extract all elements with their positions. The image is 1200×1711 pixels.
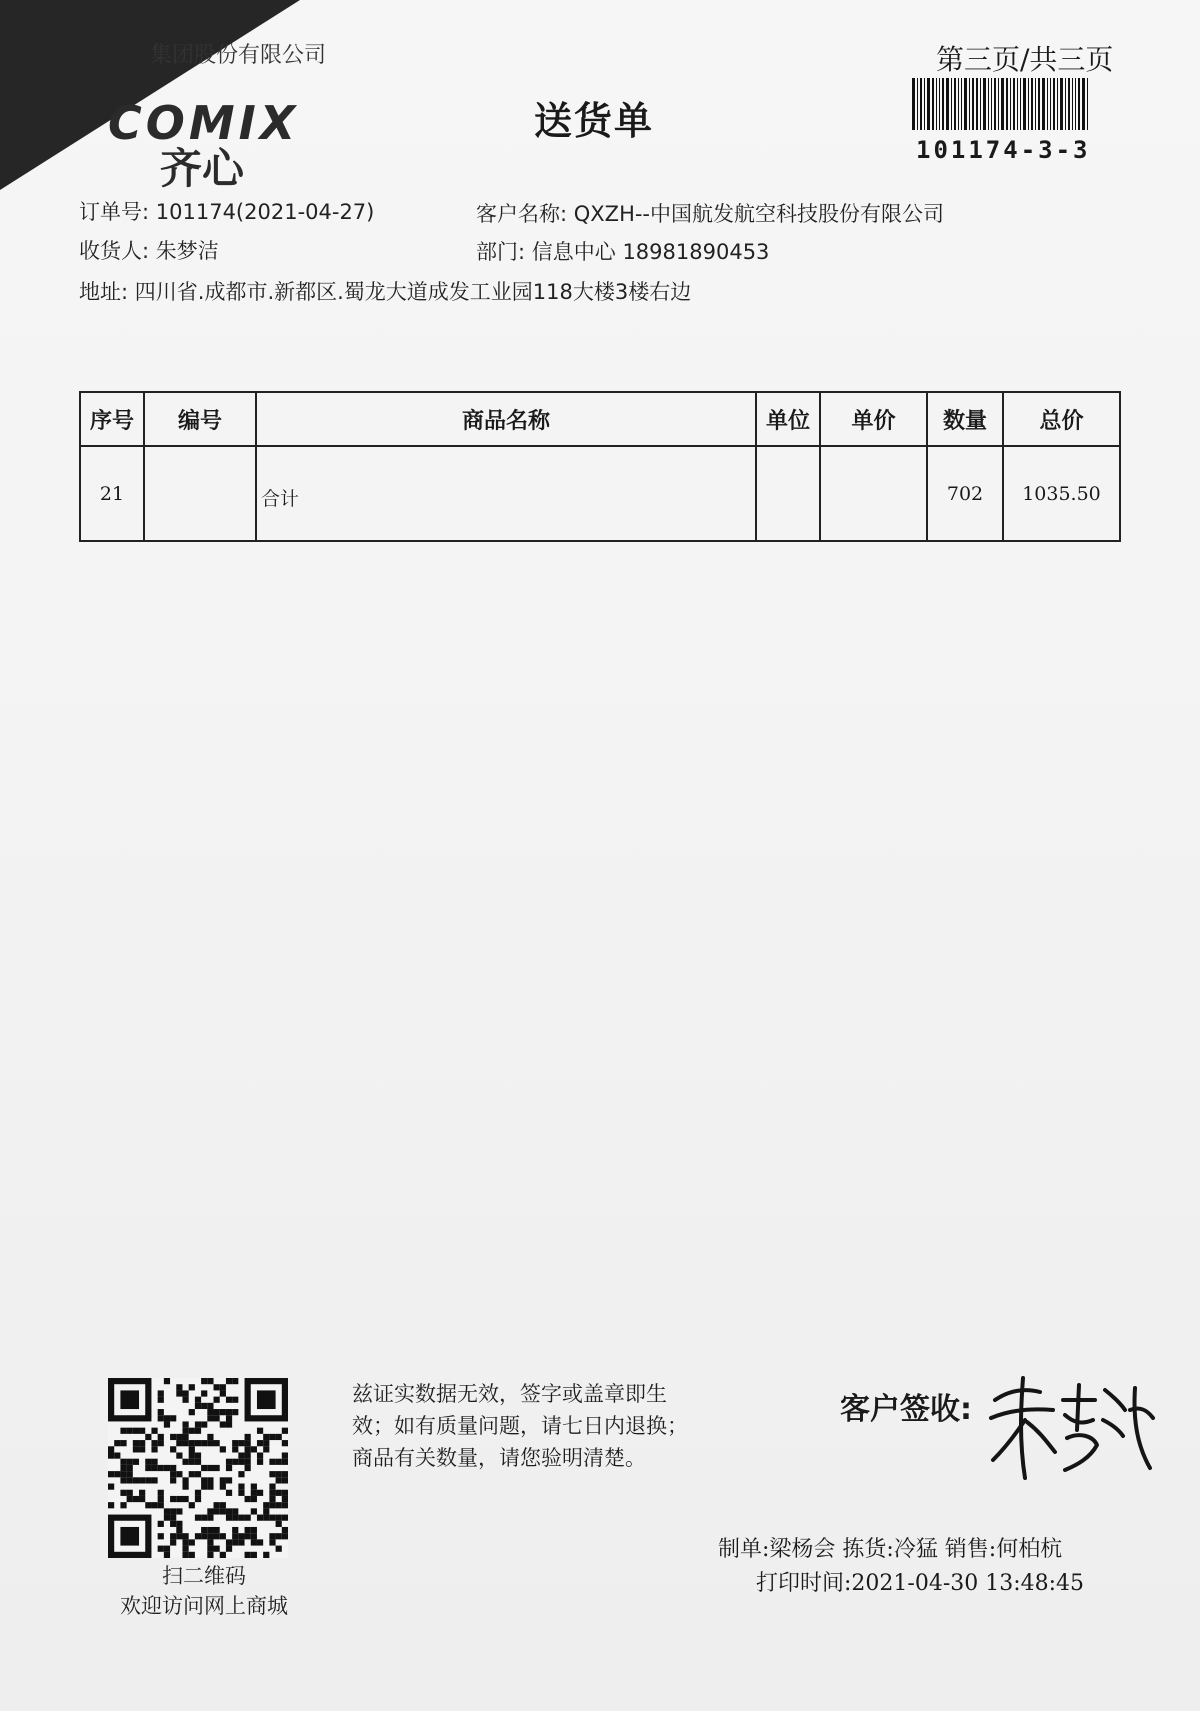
header-unit-price: 单价 [820,392,927,446]
cell-quantity: 702 [927,446,1003,541]
cell-product-name: 合计 [256,446,756,541]
cell-unit-price [820,446,927,541]
header-code: 编号 [144,392,256,446]
customer-value: QXZH--中国航发航空科技股份有限公司 [573,202,945,226]
header-seq: 序号 [80,392,144,446]
header-unit: 单位 [756,392,820,446]
receiver-value: 朱梦洁 [155,239,219,263]
qr-code-icon [108,1378,288,1558]
address [79,276,691,306]
qr-caption-welcome: 欢迎访问网上商城 [120,1594,288,1618]
barcode-icon [912,78,1122,130]
header-total-price: 总价 [1003,392,1120,446]
customer-sign-label: 客户签收: [840,1392,972,1427]
document-title: 送货单 [534,99,655,143]
notice-line-3: 商品有关数量，请您验明清楚。 [352,1446,646,1470]
order-value: 101174(2021-04-27) [155,200,375,224]
address-value: 四川省.成都市.新都区.蜀龙大道成发工业园118大楼3楼右边 [134,280,692,304]
company-name: 集团股份有限公司 [150,43,327,68]
cell-seq: 21 [80,446,144,541]
header-product-name: 商品名称 [256,392,756,446]
customer-name [476,198,944,228]
dept-value: 信息中心 18981890453 [531,240,770,264]
cell-unit [756,446,820,541]
barcode-number: 101174-3-3 [916,136,1091,164]
qixin-logo: 齐心 [160,144,245,193]
customer-label: 客户名称: [476,202,568,226]
print-time: 打印时间:2021-04-30 13:48:45 [756,1571,1085,1596]
table-row [80,446,1120,541]
folded-corner [0,0,300,190]
page-indicator: 第三页/共三页 [936,43,1114,76]
receiver-label: 收货人: [79,239,150,263]
header-quantity: 数量 [927,392,1003,446]
comix-logo: COMIX [108,96,300,150]
receiver [79,235,219,265]
dept-label: 部门: [476,240,526,264]
staff-info: 制单:梁杨会 拣货:冷猛 销售:何柏杭 [718,1537,1063,1562]
table-header-row [80,392,1120,446]
notice-text [352,1378,688,1474]
cell-code [144,446,256,541]
handwritten-signature [985,1370,1160,1485]
order-label: 订单号: [79,200,150,224]
items-table [79,391,1121,542]
cell-total-price: 1035.50 [1003,446,1120,541]
department [476,236,769,266]
notice-line-2: 效；如有质量问题，请七日内退换； [352,1414,688,1438]
qr-caption-scan: 扫二维码 [162,1564,246,1588]
order-number [79,196,374,226]
notice-line-1: 兹证实数据无效，签字或盖章即生 [352,1382,667,1406]
address-label: 地址: [79,280,129,304]
